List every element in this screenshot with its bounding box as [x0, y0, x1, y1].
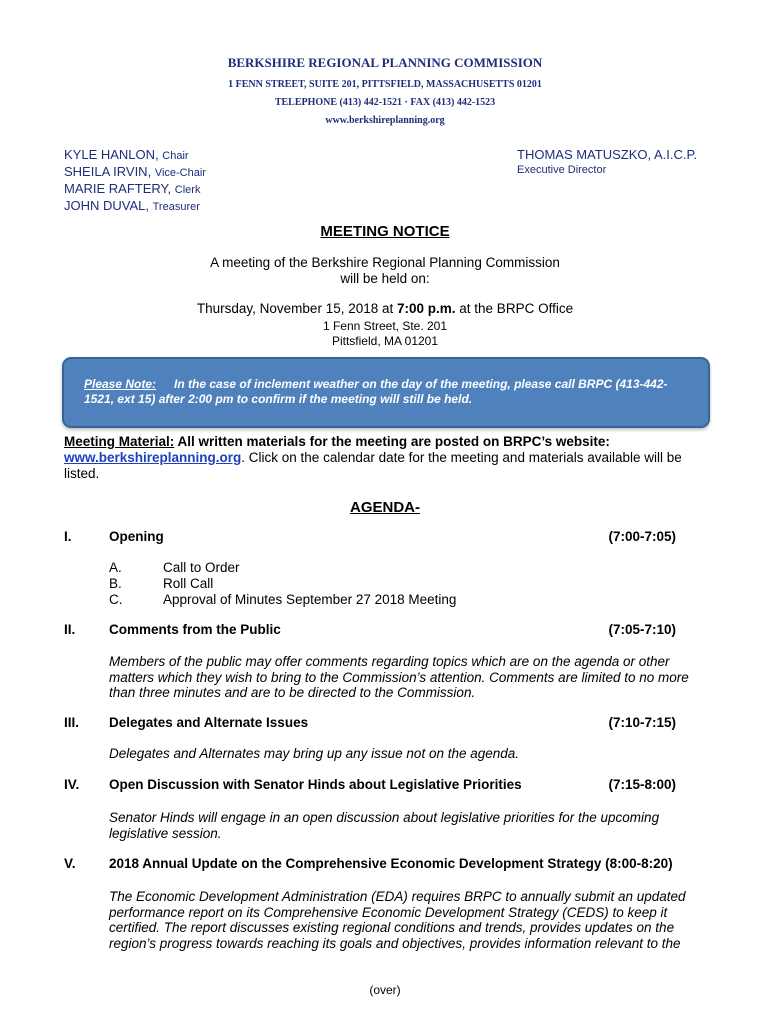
org-address: 1 FENN STREET, SUITE 201, PITTSFIELD, MASSACHUSETTS 01201 — [228, 79, 542, 90]
meeting-intro — [0, 255, 770, 287]
sub-item-letter: B. — [109, 576, 122, 591]
agenda-number: IV. — [64, 777, 80, 792]
sub-item-text: Approval of Minutes September 27 2018 Meeting — [163, 592, 457, 607]
intro-line: A meeting of the Berkshire Regional Planning Commission — [210, 255, 560, 270]
agenda-item-title: Opening — [109, 529, 164, 544]
agenda-title: AGENDA- — [350, 499, 420, 516]
material-label: Meeting Material: — [64, 434, 175, 449]
date-prefix: Thursday, November 15, 2018 at — [196, 301, 397, 316]
agenda-number: I. — [64, 529, 72, 544]
agenda-item-time: (7:15-8:00) — [608, 777, 676, 792]
director-name: THOMAS MATUSZKO, A.I.C.P. — [517, 147, 698, 162]
org-website[interactable]: www.berkshireplanning.org — [325, 115, 445, 126]
agenda-item-description: The Economic Development Administration (EDA) requires BRPC to annually submit an updated performance report on its Comprehensive Economic Development Strategy (CEDS) to keep it certified. The report discusses existing regional conditions and trends, provides updates on the region’s progress towards reaching its goals and objectives, provides information relevant to the — [109, 889, 686, 951]
page-footer: (over) — [369, 983, 401, 997]
weather-note — [84, 377, 684, 407]
agenda-item-description: Members of the public may offer comments regarding topics which are on the agenda or other matters which they wish to bring to the Commission’s attention. Comments are limited to no more than three minutes and are to be directed to the Commission. — [109, 654, 689, 700]
meeting-material — [64, 434, 704, 482]
location-line: Pittsfield, MA 01201 — [331, 334, 439, 348]
agenda-item-time: (7:00-7:05) — [608, 529, 676, 544]
agenda-number: V. — [64, 856, 76, 871]
agenda-item-description: Senator Hinds will engage in an open discussion about legislative priorities for the upcoming legislative session. — [109, 810, 660, 841]
meeting-notice-title: MEETING NOTICE — [320, 223, 450, 240]
location-line: 1 Fenn Street, Ste. 201 — [322, 319, 448, 333]
agenda-item-title: Delegates and Alternate Issues — [109, 715, 309, 730]
officer-name: MARIE RAFTERY, — [64, 181, 172, 196]
agenda-number: II. — [64, 622, 76, 637]
org-telephone: TELEPHONE (413) 442-1521 · FAX (413) 442-1523 — [274, 97, 496, 108]
agenda-item-description: Delegates and Alternates may bring up any issue not on the agenda. — [109, 746, 520, 761]
agenda-item-title: Open Discussion with Senator Hinds about Legislative Priorities — [109, 777, 522, 792]
officer-row — [64, 181, 206, 198]
officer-role: Treasurer — [152, 201, 200, 213]
officer-row — [64, 164, 206, 181]
agenda-item-title: Comments from the Public — [109, 622, 281, 637]
meeting-date — [0, 301, 770, 316]
agenda-item-time: (7:10-7:15) — [608, 715, 676, 730]
officer-role: Clerk — [174, 184, 201, 196]
weather-note-label: Please Note: — [84, 377, 157, 391]
sub-item-text: Roll Call — [163, 576, 214, 591]
intro-line: will be held on: — [340, 271, 430, 286]
meeting-time: 7:00 p.m. — [397, 301, 456, 316]
website-link[interactable]: www.berkshireplanning.org — [64, 450, 242, 465]
agenda-item-title: 2018 Annual Update on the Comprehensive Economic Development Strategy (8:00-8:20) — [109, 856, 673, 871]
material-bold-text: All written materials for the meeting are posted on BRPC’s website: — [174, 434, 610, 449]
weather-note-text: In the case of inclement weather on the day of the meeting, please call BRPC (413-442-1521, ext 15) after 2:00 pm to confirm if the meeting will still be held. — [84, 377, 668, 406]
officer-name: KYLE HANLON, — [64, 147, 159, 162]
director-role: Executive Director — [517, 164, 607, 176]
agenda-number: III. — [64, 715, 80, 730]
meeting-location — [0, 319, 770, 349]
material-rest: . Click on the calendar date for the meeting and materials available will be listed. — [64, 450, 682, 481]
officer-row — [64, 147, 206, 164]
date-suffix: at the BRPC Office — [455, 301, 574, 316]
agenda-item-time: (7:05-7:10) — [608, 622, 676, 637]
executive-director — [517, 147, 697, 178]
org-name: BERKSHIRE REGIONAL PLANNING COMMISSION — [227, 55, 543, 70]
officers-list — [64, 147, 206, 215]
officer-role: Vice-Chair — [154, 167, 206, 179]
sub-item-text: Call to Order — [163, 560, 240, 575]
officer-row — [64, 198, 206, 215]
officer-name: JOHN DUVAL, — [64, 198, 149, 213]
sub-item-letter: C. — [109, 592, 123, 607]
sub-item-letter: A. — [109, 560, 122, 575]
officer-name: SHEILA IRVIN, — [64, 164, 152, 179]
officer-role: Chair — [162, 150, 189, 162]
